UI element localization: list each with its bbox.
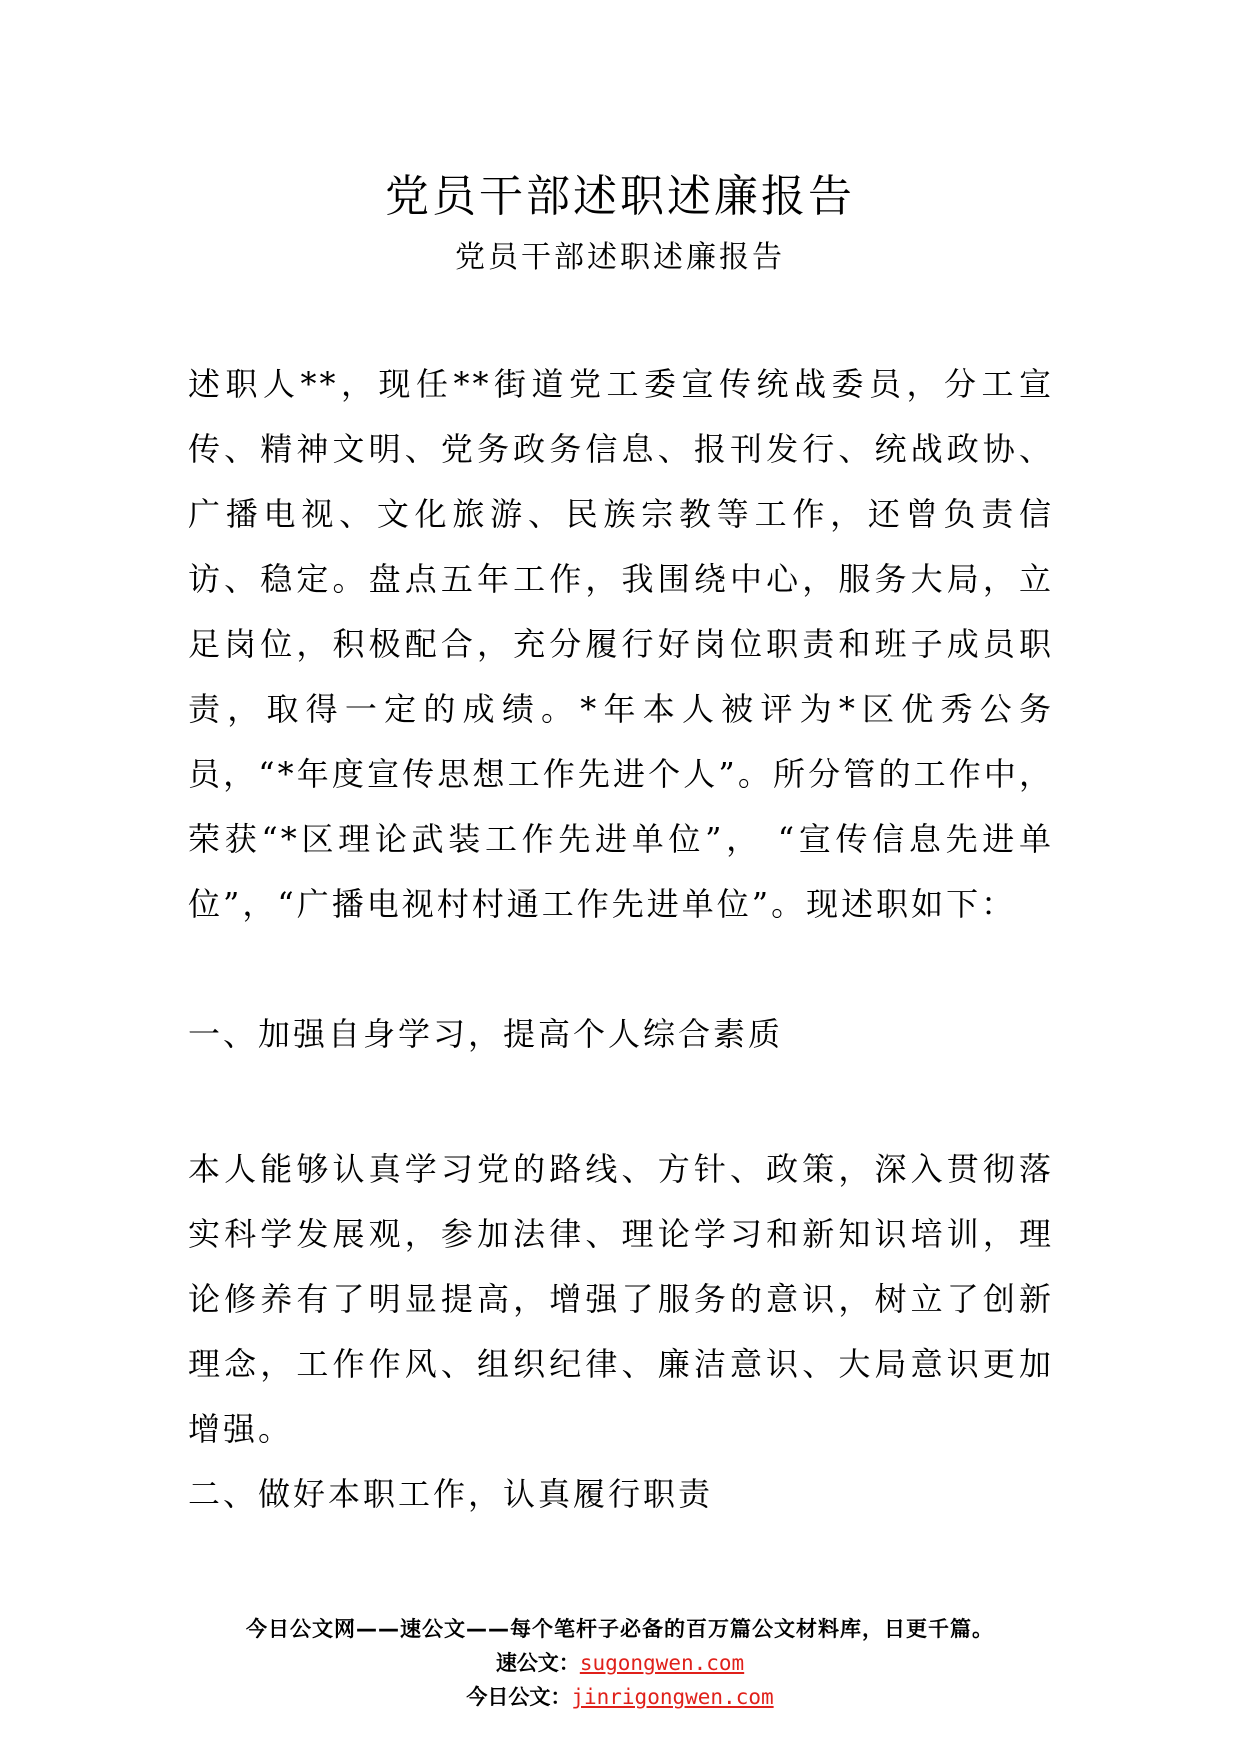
footer <box>0 1612 1240 1714</box>
section-heading-2: 二、做好本职工作，认真履行职责 <box>188 1475 714 1513</box>
section-heading-1: 一、加强自身学习，提高个人综合素质 <box>188 1015 784 1053</box>
document-title: 党员干部述职述廉报告 <box>385 171 855 222</box>
jinrigongwen-label: 今日公文： <box>466 1685 572 1709</box>
sugongwen-link[interactable]: sugongwen.com <box>579 1651 745 1675</box>
footer-tagline: 今日公文网——速公文——每个笔杆子必备的百万篇公文材料库，日更千篇。 <box>246 1617 994 1641</box>
footer-jinrigongwen-line <box>0 1680 1240 1714</box>
jinrigongwen-link[interactable]: jinrigongwen.com <box>571 1685 774 1709</box>
sugongwen-label: 速公文： <box>495 1651 580 1675</box>
section-1-paragraph: 本人能够认真学习党的路线、方针、政策，深入贯彻落实科学发展观，参加法律、理论学习和新知识培训，理论修养有了明显提高，增强了服务的意识，树立了创新理念，工作作风、组织纪律、廉洁意识、大局意识更加增强。 <box>188 1150 1054 1448</box>
intro-paragraph: 述职人**，现任**街道党工委宣传统战委员，分工宣传、精神文明、党务政务信息、报刊发行、统战政协、广播电视、文化旅游、民族宗教等工作，还曾负责信访、稳定。盘点五年工作，我围绕中心，服务大局，立足岗位，积极配合，充分履行好岗位职责和班子成员职责，取得一定的成绩。*年本人被评为*区优秀公务员，“*年度宣传思想工作先进个人”。所分管的工作中，荣获“*区理论武装工作先进单位”， “宣传信息先进单位”，“广播电视村村通工作先进单位”。现述职如下： <box>188 365 1054 923</box>
document-subtitle: 党员干部述职述廉报告 <box>455 240 785 275</box>
footer-sugongwen-line <box>0 1646 1240 1680</box>
